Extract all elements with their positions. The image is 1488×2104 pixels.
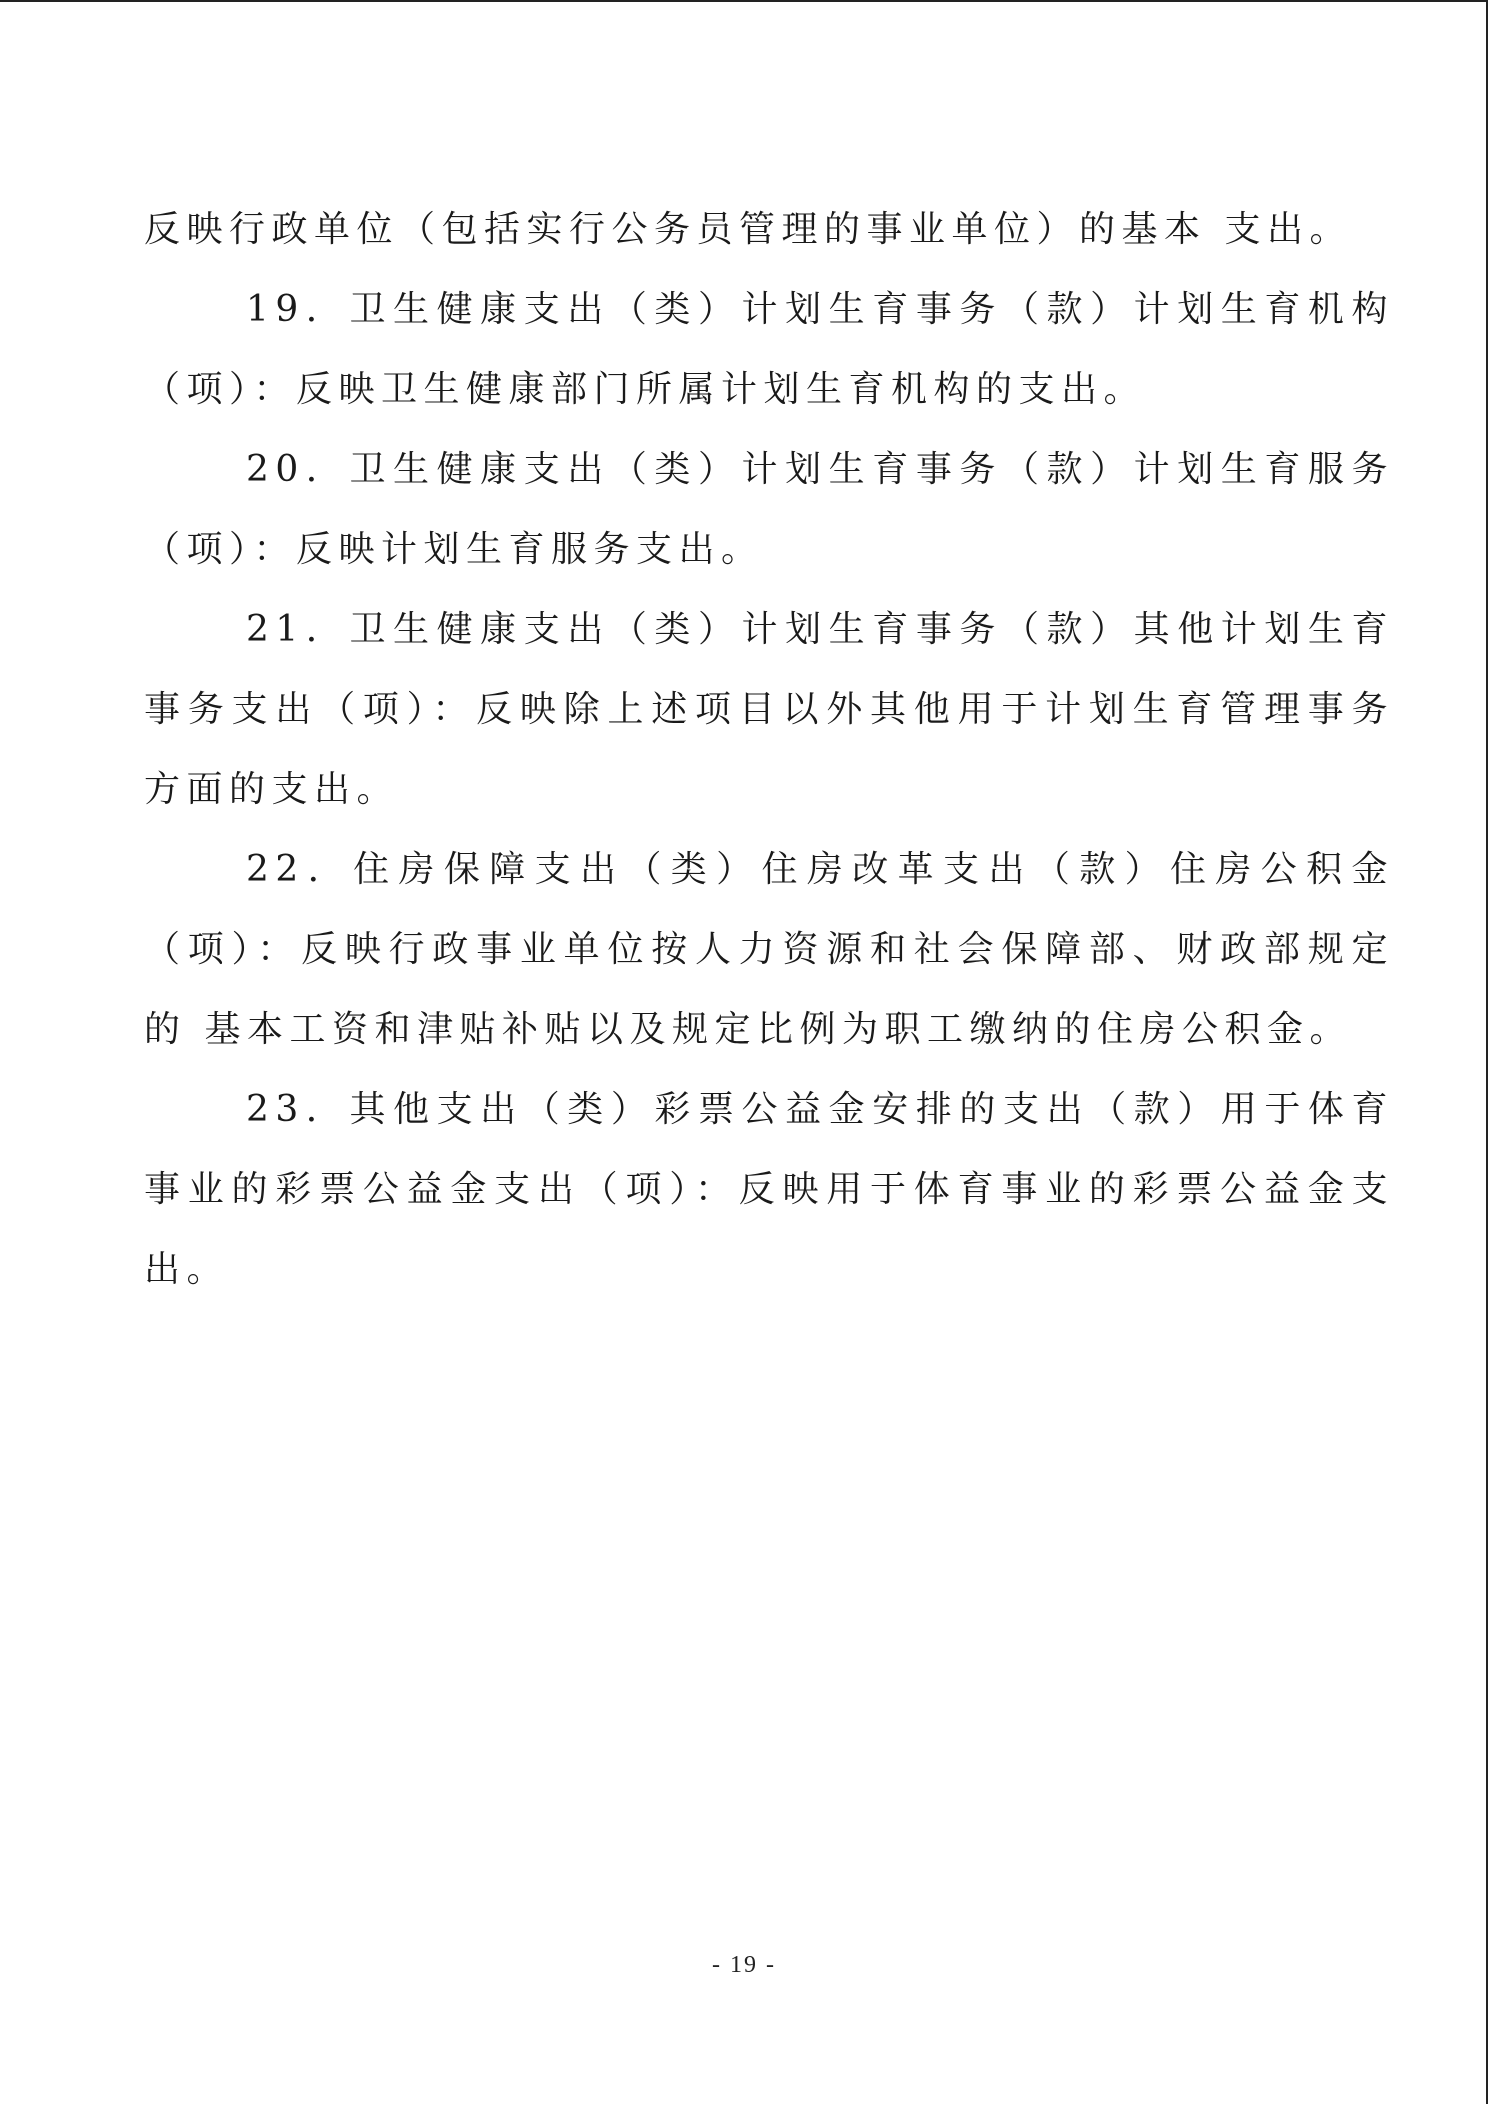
paragraph-item-23: 23．其他支出（类）彩票公益金安排的支出（款）用于体育事业的彩票公益金支出（项）：反映用于体育事业的彩票公益金支出。 bbox=[144, 1089, 1394, 1290]
body-text bbox=[144, 190, 1394, 1310]
paragraph-item-19: 19．卫生健康支出（类）计划生育事务（款）计划生育机构（项）：反映卫生健康部门所属计划生育机构的支出。 bbox=[144, 289, 1394, 410]
paragraph-item-20: 20．卫生健康支出（类）计划生育事务（款）计划生育服务（项）：反映计划生育服务支出。 bbox=[144, 449, 1394, 570]
paragraph-item-22: 22．住房保障支出（类）住房改革支出（款）住房公积金（项）：反映行政事业单位按人力资源和社会保障部、财政部规定的 基本工资和津贴补贴以及规定比例为职工缴纳的住房公积金。 bbox=[144, 849, 1394, 1050]
page-number: - 19 - bbox=[712, 1952, 776, 1978]
paragraph-continuation: 反映行政单位（包括实行公务员管理的事业单位）的基本 支出。 bbox=[144, 209, 1352, 250]
paragraph-item-21: 21．卫生健康支出（类）计划生育事务（款）其他计划生育事务支出（项）：反映除上述项目以外其他用于计划生育管理事务方面的支出。 bbox=[144, 609, 1394, 810]
